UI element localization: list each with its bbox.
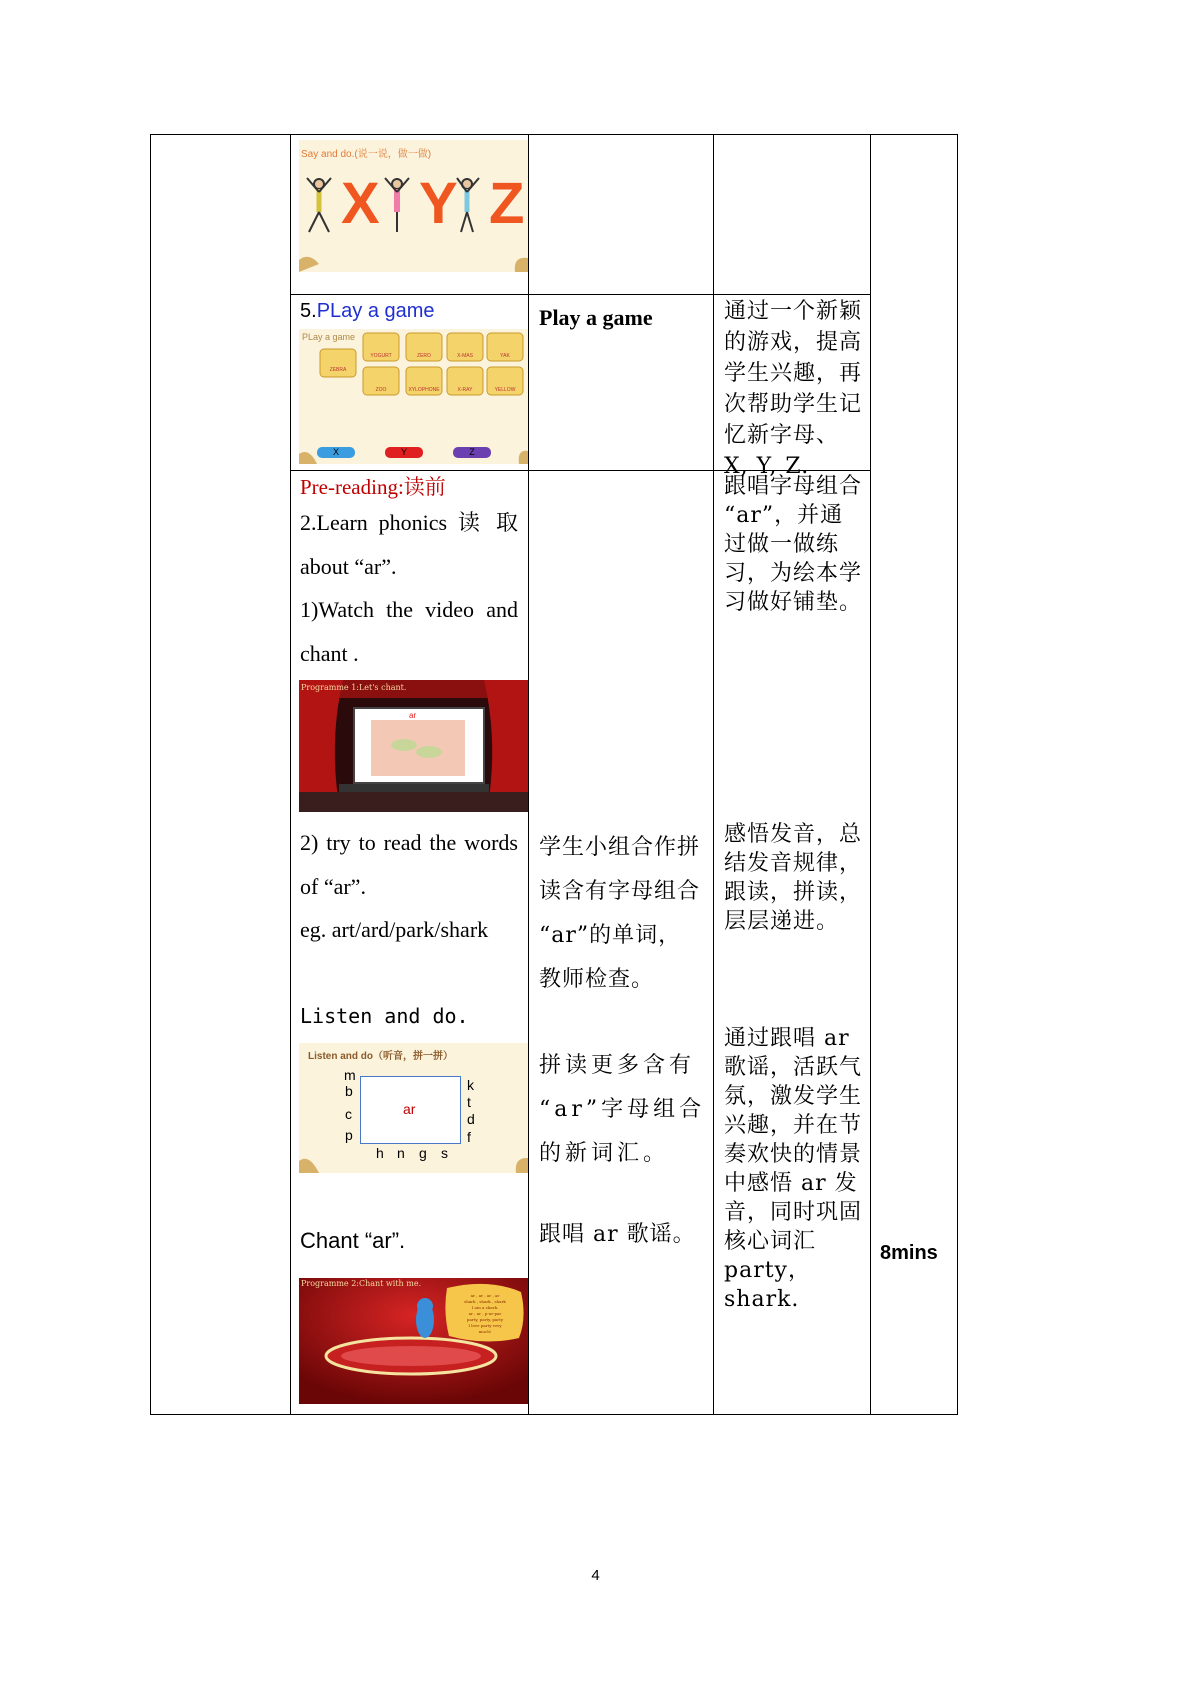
- col-border-5: [957, 134, 958, 1415]
- purpose-line: 的游戏，提高: [724, 330, 863, 355]
- listen-and-do: Listen and do.: [300, 1004, 469, 1028]
- activity-line: 的新词汇。: [539, 1141, 670, 1166]
- card-label: XYLOPHONE: [408, 387, 440, 393]
- purpose-line: 忆新字母、: [724, 423, 840, 448]
- purpose-line: 次帮助学生记: [724, 392, 863, 417]
- left-letter: c: [345, 1106, 352, 1122]
- purpose-line: 感悟发音，总: [724, 822, 863, 847]
- right-letter: d: [467, 1111, 475, 1127]
- card-label: X-MAS: [457, 353, 473, 359]
- card-label: ZOO: [375, 387, 387, 393]
- lyric-line: shark , shark , shark: [464, 1299, 506, 1304]
- chant-slide: [299, 1278, 528, 1404]
- activity-line: 读含有字母组合: [539, 879, 701, 904]
- activity-play-game: Play a game: [539, 305, 653, 330]
- purpose-pronunciation: [724, 820, 864, 936]
- child-figure-2: [385, 178, 409, 232]
- page-number: 4: [591, 1567, 600, 1584]
- bottom-letter: n: [397, 1145, 405, 1161]
- activity-more-words: [539, 1044, 709, 1176]
- slide-label: PLay a game: [302, 332, 356, 342]
- activity-chant: 跟唱 ar 歌谣。: [539, 1222, 696, 1247]
- card-label: ZEBRA: [329, 367, 347, 373]
- activity-line: 拼读更多含有: [539, 1053, 696, 1078]
- example-words: eg. art/ard/park/shark: [300, 917, 489, 942]
- purpose-line: 兴趣，并在节: [724, 1113, 863, 1138]
- play-game-heading: [300, 299, 435, 323]
- pre-reading-heading: Pre-reading:读前: [300, 475, 446, 499]
- purpose-line: “ar”，并通: [724, 503, 844, 528]
- card-label: ZERO: [417, 353, 431, 359]
- game-button-y[interactable]: Y: [400, 447, 407, 457]
- lyric-line: I love party very: [468, 1323, 502, 1328]
- game-button-z[interactable]: Z: [469, 447, 475, 457]
- try-read-line: 2) try to read the words: [300, 830, 518, 855]
- video-word: ar: [409, 711, 417, 720]
- purpose-line: 结发音规律，: [724, 851, 863, 876]
- left-letter: p: [345, 1127, 353, 1143]
- lyric-line: ar , ar , ar , ar: [470, 1293, 500, 1298]
- heading-text: PLay a game: [316, 300, 435, 322]
- watch-video-line: 1)Watch the video and: [300, 597, 518, 622]
- purpose-chant-song: [724, 1024, 864, 1314]
- listen-center-word: ar: [403, 1101, 416, 1117]
- watch-video-line: chant .: [300, 641, 359, 666]
- bottom-letter: g: [419, 1145, 427, 1161]
- learn-phonics-line: 2.Learn phonics 读 取: [300, 510, 518, 535]
- game-button-x[interactable]: X: [332, 447, 339, 457]
- col-border-3: [713, 134, 714, 1415]
- bottom-letter: h: [376, 1145, 384, 1161]
- purpose-line: 通过一个新颖: [724, 299, 863, 324]
- purpose-line: 核心词汇: [724, 1229, 817, 1254]
- heading-number: 5.: [300, 300, 317, 322]
- say-and-do-slide: [299, 140, 528, 272]
- activity-line: “ar”字母组合: [539, 1097, 706, 1122]
- letter-y: Y: [419, 171, 458, 236]
- purpose-line: 学生兴趣，再: [724, 361, 863, 386]
- purpose-line: 音，同时巩固: [724, 1200, 863, 1225]
- letter-z: Z: [489, 171, 525, 236]
- chant-lyrics: [451, 1293, 519, 1335]
- table-top-border: [150, 134, 958, 135]
- slide-title: Say and do.(说一说，做一做): [301, 149, 432, 160]
- try-read-line: of “ar”.: [300, 874, 366, 899]
- card-label: YAK: [500, 353, 510, 359]
- purpose-line: 中感悟 ar 发: [724, 1171, 858, 1196]
- purpose-line: 习做好铺垫。: [724, 590, 863, 615]
- purpose-line: party，shark.: [724, 1258, 811, 1312]
- purpose-line: 通过跟唱 ar: [724, 1026, 850, 1051]
- left-letter: b: [345, 1083, 353, 1099]
- child-figure-1: [307, 178, 331, 232]
- play-game-slide: [299, 329, 528, 464]
- purpose-line: X, Y, Z.: [724, 454, 810, 479]
- purpose-line: 跟唱字母组合: [724, 474, 863, 499]
- table-bottom-border: [150, 1414, 958, 1415]
- row-divider-1: [290, 294, 871, 295]
- card-label: YOGURT: [370, 353, 392, 359]
- chant-ar: Chant “ar”.: [300, 1228, 406, 1253]
- child-figure-3: [457, 178, 479, 232]
- card-label: YELLOW: [494, 387, 516, 393]
- lyric-line: party, party, party: [466, 1317, 504, 1322]
- right-letter: t: [467, 1094, 471, 1110]
- purpose-line: 氛，激发学生: [724, 1084, 863, 1109]
- listen-slide-title: Listen and do（听音，拼一拼）: [308, 1051, 453, 1062]
- stage-curtain: [299, 680, 528, 812]
- purpose-line: 歌谣，活跃气: [724, 1055, 863, 1080]
- time-duration: 8mins: [880, 1242, 938, 1264]
- right-letter: f: [467, 1129, 471, 1145]
- slide-corner-decoration: [299, 1043, 528, 1173]
- chant-caption: Programme 2:Chant with me.: [301, 1279, 422, 1288]
- activity-line: 教师检查。: [539, 967, 655, 992]
- purpose-line: 习，为绘本学: [724, 561, 863, 586]
- listen-and-do-slide: [299, 1043, 528, 1173]
- learn-phonics-line: about “ar”.: [300, 554, 397, 579]
- letter-x: X: [341, 171, 380, 236]
- col-border-0: [150, 134, 151, 1415]
- lyric-line: ar , ar , p-ar-par: [468, 1311, 502, 1316]
- purpose-line: 跟读，拼读，: [724, 880, 863, 905]
- purpose-chant-ar: [724, 472, 864, 617]
- purpose-line: 层层递进。: [724, 909, 840, 934]
- activity-group-reading: [539, 826, 709, 1002]
- col-border-1: [290, 134, 291, 1415]
- purpose-line: 过做一做练: [724, 532, 840, 557]
- col-border-2: [528, 134, 529, 1415]
- bottom-letter: s: [441, 1145, 448, 1161]
- activity-line: 学生小组合作拼: [539, 835, 701, 860]
- game-cards: [299, 329, 528, 464]
- col-border-4: [870, 134, 871, 1415]
- purpose-game: [724, 296, 864, 482]
- lyric-line: much!: [478, 1329, 492, 1334]
- activity-line: “ar”的单词，: [539, 923, 682, 948]
- video-slide-chant: [299, 680, 528, 812]
- left-letter: m: [344, 1067, 356, 1083]
- lyric-line: I am a shark.: [471, 1305, 499, 1310]
- card-label: X-RAY: [457, 387, 473, 393]
- right-letter: k: [467, 1077, 474, 1093]
- purpose-line: 奏欢快的情景: [724, 1142, 863, 1167]
- video-caption: Programme 1:Let's chant.: [301, 683, 407, 692]
